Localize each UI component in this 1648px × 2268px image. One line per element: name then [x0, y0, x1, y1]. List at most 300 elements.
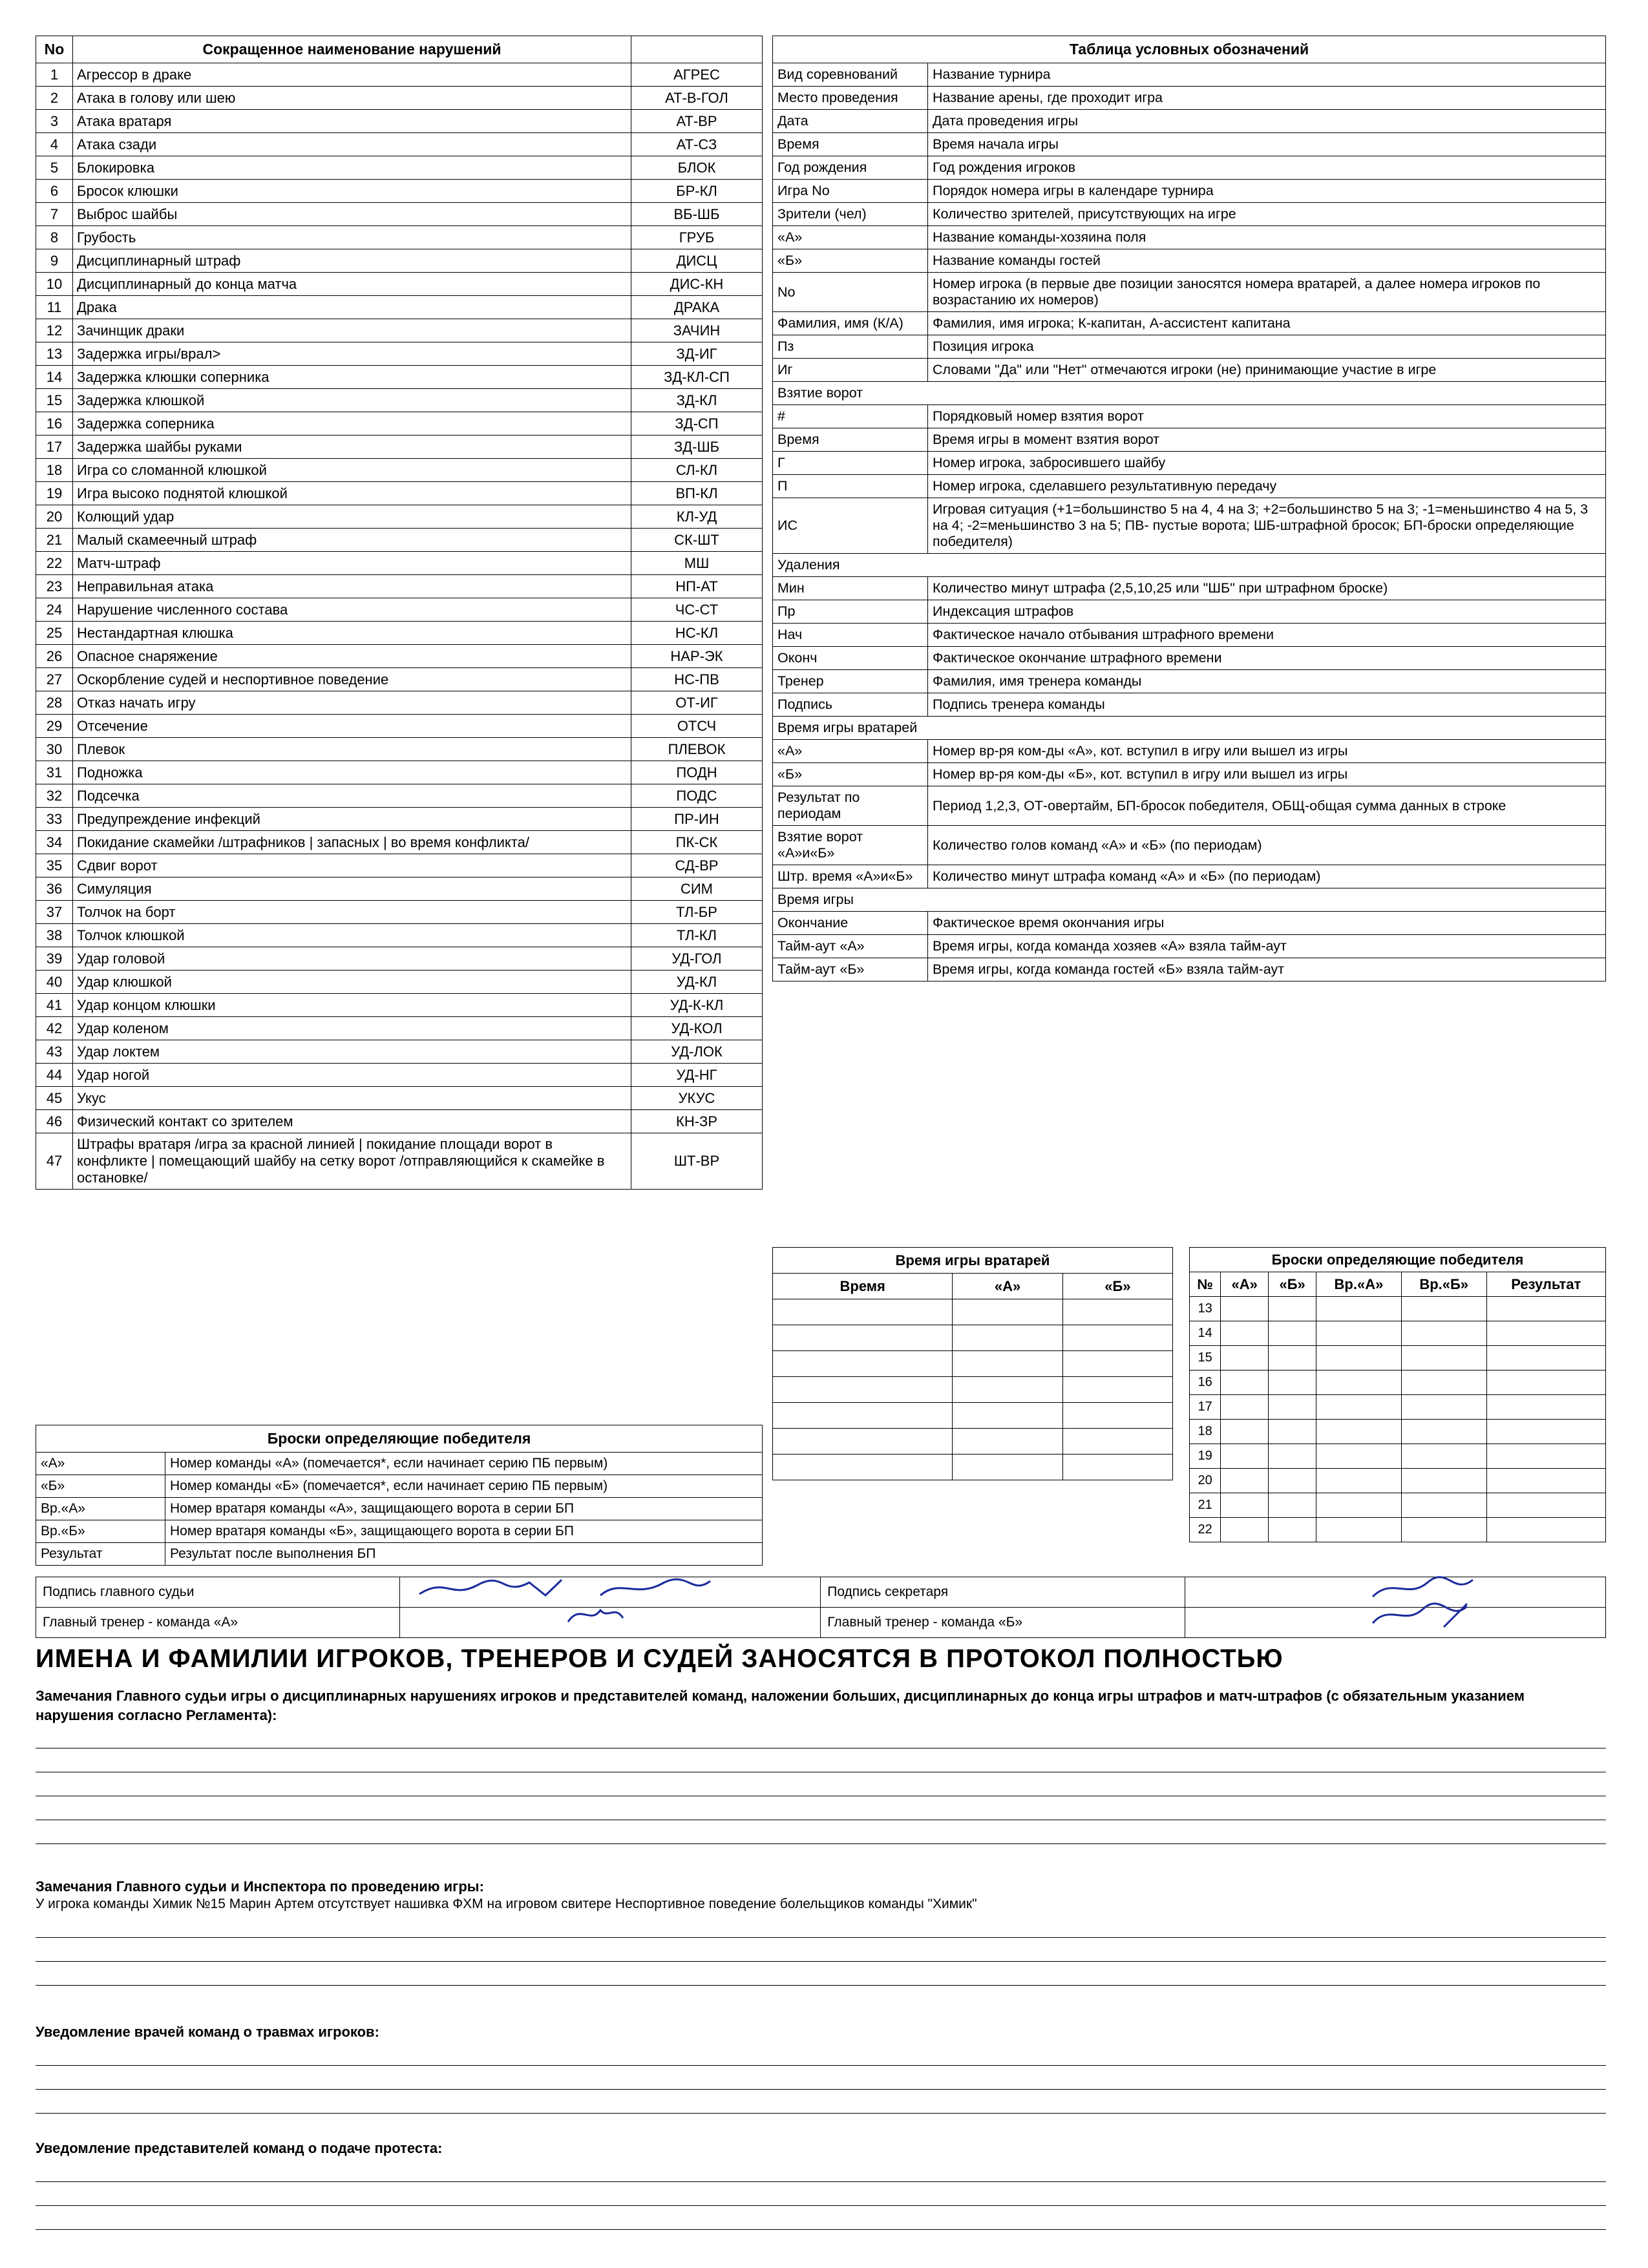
violation-name: Удар локтем [73, 1040, 631, 1064]
shootout-cell[interactable] [1221, 1370, 1269, 1395]
legend-key: Вид соревнований [773, 63, 928, 87]
violation-name: Опасное снаряжение [73, 645, 631, 668]
violation-name: Подножка [73, 761, 631, 784]
legend-row [773, 382, 1606, 405]
shootout-cell[interactable] [1486, 1444, 1605, 1469]
violation-no: 20 [36, 505, 73, 529]
legend-value: Количество зрителей, присутствующих на игре [928, 203, 1606, 226]
violation-abbr: СЛ-КЛ [631, 459, 763, 482]
shootout-cell[interactable] [1316, 1518, 1402, 1542]
table-row [36, 808, 763, 831]
legend-key: Взятие ворот «А»и«Б» [773, 826, 928, 865]
violation-name: Игра со сломанной клюшкой [73, 459, 631, 482]
legend-value: Номер игрока (в первые две позиции заносятся номера вратарей, а далее номера игроков по возрастанию их номеров) [928, 273, 1606, 312]
legend-row [773, 249, 1606, 273]
note-line[interactable] [36, 2206, 1606, 2230]
note-line[interactable] [36, 2090, 1606, 2114]
table-row [36, 715, 763, 738]
violation-abbr: КЛ-УД [631, 505, 763, 529]
violation-abbr: ЗД-СП [631, 412, 763, 436]
goalie-time-cell[interactable] [773, 1429, 953, 1454]
violation-no: 19 [36, 482, 73, 505]
goalie-time-cell[interactable] [1062, 1325, 1172, 1351]
shootout-cell[interactable] [1486, 1297, 1605, 1321]
legend-key: Окончание [773, 912, 928, 935]
legend-row [773, 670, 1606, 693]
goalie-time-col: «А» [953, 1274, 1062, 1299]
table-row [36, 505, 763, 529]
violation-no: 15 [36, 389, 73, 412]
shootout-cell[interactable] [1486, 1321, 1605, 1346]
legend-row [773, 110, 1606, 133]
shootout-cell[interactable] [1221, 1420, 1269, 1444]
violation-name: Грубость [73, 226, 631, 249]
legend-value: Игровая ситуация (+1=большинство 5 на 4, 4 на 3; +2=большинство 5 на 3; -1=меньшинство 4 на 5, 3 на 4; -2=меньшинство 3 на 5; ПВ- пустые ворота; ШБ-штрафной бросок; БП-броски определяющие победителя) [928, 498, 1606, 554]
shootout-col: № [1190, 1272, 1221, 1297]
shootout-cell[interactable] [1486, 1370, 1605, 1395]
violation-abbr: ЗАЧИН [631, 319, 763, 342]
violation-abbr: КН-ЗР [631, 1110, 763, 1133]
legend-key: Тайм-аут «Б» [773, 958, 928, 982]
violation-no: 26 [36, 645, 73, 668]
goalie-time-cell[interactable] [1062, 1299, 1172, 1325]
violation-abbr: НАР-ЭК [631, 645, 763, 668]
legend-key: Зрители (чел) [773, 203, 928, 226]
note-line[interactable] [36, 1772, 1606, 1796]
shootout-index: 18 [1190, 1420, 1221, 1444]
legend-value: Порядковый номер взятия ворот [928, 405, 1606, 428]
shootout-cell[interactable] [1269, 1395, 1316, 1420]
violation-abbr: ДРАКА [631, 296, 763, 319]
shootout-cell[interactable] [1316, 1444, 1402, 1469]
violation-abbr: УД-ГОЛ [631, 947, 763, 971]
legend-key: Нач [773, 624, 928, 647]
table-row [36, 529, 763, 552]
table-row [36, 87, 763, 110]
legend-row [773, 63, 1606, 87]
shootout-cell[interactable] [1269, 1469, 1316, 1493]
table-row [36, 296, 763, 319]
violation-name: Дисциплинарный до конца матча [73, 273, 631, 296]
legend-row [773, 888, 1606, 912]
shootout-cell[interactable] [1269, 1444, 1316, 1469]
table-row [36, 598, 763, 622]
shootout-cell[interactable] [1221, 1346, 1269, 1370]
table-row [36, 924, 763, 947]
shootout-cell[interactable] [1269, 1297, 1316, 1321]
legend-row [773, 763, 1606, 786]
violation-no: 42 [36, 1017, 73, 1040]
goalie-time-table [772, 1247, 1173, 1480]
shootout-cell[interactable] [1486, 1420, 1605, 1444]
table-row [773, 1403, 1173, 1429]
table-row [773, 1377, 1173, 1403]
goalie-time-cell[interactable] [953, 1351, 1062, 1377]
shootout-cell[interactable] [1401, 1469, 1486, 1493]
violation-no: 18 [36, 459, 73, 482]
signature-scribble-judge [407, 1576, 820, 1602]
goalie-time-cell[interactable] [1062, 1351, 1172, 1377]
note-line[interactable] [36, 2066, 1606, 2090]
legend-row [773, 826, 1606, 865]
coach-b-label: Главный тренер - команда «Б» [821, 1608, 1185, 1638]
table-row [36, 133, 763, 156]
shootout-index: 22 [1190, 1518, 1221, 1542]
violation-abbr: ЗД-ИГ [631, 342, 763, 366]
shootout-cell[interactable] [1401, 1395, 1486, 1420]
shootout-legend-key: Результат [36, 1543, 165, 1566]
note-line[interactable] [36, 1820, 1606, 1844]
legend-value: Время игры в момент взятия ворот [928, 428, 1606, 452]
legend-value: Фамилия, имя тренера команды [928, 670, 1606, 693]
violation-abbr: УД-КОЛ [631, 1017, 763, 1040]
table-row [36, 901, 763, 924]
goalie-time-cell[interactable] [773, 1377, 953, 1403]
violation-name: Задержка игры/врал> [73, 342, 631, 366]
violation-abbr: НС-ПВ [631, 668, 763, 691]
violation-no: 43 [36, 1040, 73, 1064]
shootout-cell[interactable] [1486, 1469, 1605, 1493]
shootout-legend-row [36, 1543, 763, 1566]
coach-a-signature-field[interactable] [400, 1608, 821, 1638]
legend-value: Номер игрока, сделавшего результативную передачу [928, 475, 1606, 498]
shootout-cell[interactable] [1401, 1370, 1486, 1395]
notes-text-2: У игрока команды Химик №15 Марин Артем отсутствует нашивка ФХМ на игровом свитере Неспортивное поведение болельщиков команды "Химик" [36, 1896, 977, 1911]
legend-value: Порядок номера игры в календаре турнира [928, 180, 1606, 203]
coach-b-signature-field[interactable] [1185, 1608, 1605, 1638]
table-row [36, 645, 763, 668]
violation-abbr: ОТСЧ [631, 715, 763, 738]
shootout-cell[interactable] [1221, 1297, 1269, 1321]
goalie-time-cell[interactable] [773, 1299, 953, 1325]
violation-abbr: НП-АТ [631, 575, 763, 598]
shootout-cell[interactable] [1316, 1420, 1402, 1444]
violation-name: Удар коленом [73, 1017, 631, 1040]
violation-abbr: ПОДН [631, 761, 763, 784]
goalie-time-cell[interactable] [1062, 1377, 1172, 1403]
legend-key: Иг [773, 359, 928, 382]
violation-no: 32 [36, 784, 73, 808]
legend-header-row [773, 36, 1606, 63]
violation-name: Задержка клюшки соперника [73, 366, 631, 389]
shootout-legend-value: Номер команды «Б» (помечается*, если начинает серию ПБ первым) [165, 1475, 763, 1498]
shootout-cell[interactable] [1269, 1518, 1316, 1542]
goalie-time-cell[interactable] [1062, 1403, 1172, 1429]
shootout-cell[interactable] [1401, 1493, 1486, 1518]
violation-name: Задержка клюшкой [73, 389, 631, 412]
violation-no: 13 [36, 342, 73, 366]
chief-judge-signature-field[interactable] [400, 1577, 821, 1608]
shootout-cell[interactable] [1269, 1420, 1316, 1444]
goalie-time-cell[interactable] [773, 1325, 953, 1351]
violation-no: 36 [36, 877, 73, 901]
secretary-label: Подпись секретаря [821, 1577, 1185, 1608]
legend-row [773, 226, 1606, 249]
shootout-cell[interactable] [1401, 1444, 1486, 1469]
violation-name: Задержка соперника [73, 412, 631, 436]
shootout-legend-row [36, 1475, 763, 1498]
violation-abbr: ТЛ-БР [631, 901, 763, 924]
legend-key: Г [773, 452, 928, 475]
note-line[interactable] [36, 2042, 1606, 2066]
table-row [36, 110, 763, 133]
violation-abbr: ДИСЦ [631, 249, 763, 273]
shootout-cell[interactable] [1486, 1518, 1605, 1542]
legend-key: «А» [773, 740, 928, 763]
note-line[interactable] [36, 2158, 1606, 2182]
violation-abbr: ПОДС [631, 784, 763, 808]
violation-no: 34 [36, 831, 73, 854]
table-row [1190, 1493, 1606, 1518]
table-row [36, 622, 763, 645]
legend-section-title: Взятие ворот [773, 382, 1606, 405]
violation-name: Нарушение численного состава [73, 598, 631, 622]
shootout-cell[interactable] [1486, 1395, 1605, 1420]
shootout-cell[interactable] [1221, 1321, 1269, 1346]
goalie-time-cell[interactable] [953, 1299, 1062, 1325]
violation-name: Малый скамеечный штраф [73, 529, 631, 552]
violation-abbr: ЗД-КЛ-СП [631, 366, 763, 389]
legend-key: Тренер [773, 670, 928, 693]
shootout-cell[interactable] [1269, 1321, 1316, 1346]
goalie-time-col: Время [773, 1274, 953, 1299]
violation-name: Агрессор в драке [73, 63, 631, 87]
goalie-time-cell[interactable] [1062, 1454, 1172, 1480]
legend-key: «А» [773, 226, 928, 249]
shootout-cell[interactable] [1221, 1395, 1269, 1420]
notes-title-1: Замечания Главного судьи игры о дисциплинарных нарушениях игроков и представителей команд, наложении больших, дисциплинарных до конца игры штрафов и матч-штрафов (с обязательным указанием нарушения согласно Регламента): [36, 1688, 1525, 1723]
legend-value: Фамилия, имя игрока; К-капитан, А-ассистент капитана [928, 312, 1606, 335]
note-line[interactable] [36, 1796, 1606, 1820]
legend-row [773, 180, 1606, 203]
violation-no: 44 [36, 1064, 73, 1087]
shootout-legend-row [36, 1453, 763, 1475]
violation-abbr: АТ-ВР [631, 110, 763, 133]
violation-name: Предупреждение инфекций [73, 808, 631, 831]
table-row [36, 1087, 763, 1110]
legend-row [773, 935, 1606, 958]
legend-row [773, 452, 1606, 475]
violation-abbr: ШТ-ВР [631, 1133, 763, 1190]
legend-row [773, 693, 1606, 717]
legend-row [773, 717, 1606, 740]
violation-no: 4 [36, 133, 73, 156]
goalie-time-cell[interactable] [953, 1429, 1062, 1454]
secretary-signature-field[interactable] [1185, 1577, 1605, 1608]
legend-row [773, 624, 1606, 647]
violation-no: 23 [36, 575, 73, 598]
violation-abbr: ПК-СК [631, 831, 763, 854]
shootout-cell[interactable] [1401, 1297, 1486, 1321]
note-line[interactable] [36, 1938, 1606, 1962]
shootout-title: Броски определяющие победителя [1190, 1248, 1606, 1272]
violation-no: 9 [36, 249, 73, 273]
shootout-legend-value: Результат после выполнения БП [165, 1543, 763, 1566]
legend-row [773, 865, 1606, 888]
violation-no: 21 [36, 529, 73, 552]
legend-row [773, 958, 1606, 982]
legend-value: Номер вр-ря ком-ды «Б», кот. вступил в игру или вышел из игры [928, 763, 1606, 786]
violation-name: Удар ногой [73, 1064, 631, 1087]
shootout-cell[interactable] [1221, 1444, 1269, 1469]
shootout-cell[interactable] [1401, 1321, 1486, 1346]
shootout-cell[interactable] [1316, 1469, 1402, 1493]
shootout-cell[interactable] [1316, 1395, 1402, 1420]
shootout-cell[interactable] [1221, 1469, 1269, 1493]
table-row [36, 1017, 763, 1040]
shootout-cell[interactable] [1316, 1321, 1402, 1346]
table-row [36, 877, 763, 901]
violation-name: Удар клюшкой [73, 971, 631, 994]
goalie-time-cell[interactable] [1062, 1429, 1172, 1454]
shootout-index: 20 [1190, 1469, 1221, 1493]
notes-title-2: Замечания Главного судьи и Инспектора по проведению игры: [36, 1878, 484, 1895]
shootout-cell[interactable] [1401, 1346, 1486, 1370]
table-row [36, 273, 763, 296]
table-row [36, 831, 763, 854]
legend-row [773, 428, 1606, 452]
table-row [36, 994, 763, 1017]
legend-key: # [773, 405, 928, 428]
shootout-cell[interactable] [1316, 1297, 1402, 1321]
table-row [36, 436, 763, 459]
legend-row [773, 498, 1606, 554]
table-row [36, 389, 763, 412]
legend-key: Год рождения [773, 156, 928, 180]
violation-no: 27 [36, 668, 73, 691]
legend-key: Результат по периодам [773, 786, 928, 826]
violation-no: 2 [36, 87, 73, 110]
violation-name: Атака вратаря [73, 110, 631, 133]
page-caption [36, 1644, 1606, 1674]
goalie-time-cell[interactable] [953, 1454, 1062, 1480]
note-line[interactable] [36, 1962, 1606, 1986]
shootout-cell[interactable] [1401, 1518, 1486, 1542]
violation-no: 1 [36, 63, 73, 87]
legend-value: Период 1,2,3, ОТ-овертайм, БП-бросок победителя, ОБЩ-общая сумма данных в строке [928, 786, 1606, 826]
legend-key: Дата [773, 110, 928, 133]
legend-key: Пр [773, 600, 928, 624]
note-line[interactable] [36, 1725, 1606, 1748]
legend-value: Позиция игрока [928, 335, 1606, 359]
legend-value: Название команды гостей [928, 249, 1606, 273]
violation-no: 8 [36, 226, 73, 249]
legend-key: ИС [773, 498, 928, 554]
violation-abbr: ПР-ИН [631, 808, 763, 831]
table-row [36, 180, 763, 203]
legend-key: Оконч [773, 647, 928, 670]
table-row [36, 668, 763, 691]
shootout-legend-row [36, 1520, 763, 1543]
table-row [773, 1299, 1173, 1325]
violation-abbr: БР-КЛ [631, 180, 763, 203]
shootout-legend-key: Вр.«А» [36, 1498, 165, 1520]
goalie-time-cell[interactable] [953, 1325, 1062, 1351]
violation-no: 7 [36, 203, 73, 226]
violation-name: Отказ начать игру [73, 691, 631, 715]
shootout-cell[interactable] [1316, 1346, 1402, 1370]
shootout-index: 17 [1190, 1395, 1221, 1420]
note-line[interactable] [36, 2182, 1606, 2206]
violation-name: Отсечение [73, 715, 631, 738]
violation-name: Матч-штраф [73, 552, 631, 575]
shootout-cell[interactable] [1316, 1370, 1402, 1395]
table-row [36, 761, 763, 784]
violation-name: Плевок [73, 738, 631, 761]
violation-no: 16 [36, 412, 73, 436]
table-header-row [36, 36, 763, 63]
violation-no: 30 [36, 738, 73, 761]
legend-value: Дата проведения игры [928, 110, 1606, 133]
shootout-cell[interactable] [1401, 1420, 1486, 1444]
violation-name: Толчок на борт [73, 901, 631, 924]
shootout-cell[interactable] [1221, 1518, 1269, 1542]
shootout-cell[interactable] [1269, 1493, 1316, 1518]
shootout-cell[interactable] [1221, 1493, 1269, 1518]
shootout-cell[interactable] [1316, 1493, 1402, 1518]
legend-value: Количество минут штрафа команд «А» и «Б» (по периодам) [928, 865, 1606, 888]
goalie-time-cell[interactable] [953, 1377, 1062, 1403]
note-line[interactable] [36, 1914, 1606, 1938]
legend-row [773, 600, 1606, 624]
note-line[interactable] [36, 1748, 1606, 1772]
legend-table [772, 36, 1606, 982]
legend-row [773, 359, 1606, 382]
table-row [36, 319, 763, 342]
violation-no: 33 [36, 808, 73, 831]
shootout-legend-key: Вр.«Б» [36, 1520, 165, 1543]
violation-no: 24 [36, 598, 73, 622]
legend-row [773, 740, 1606, 763]
legend-row [773, 87, 1606, 110]
table-row [36, 1064, 763, 1087]
shootout-cell[interactable] [1486, 1346, 1605, 1370]
goalie-time-cell[interactable] [773, 1454, 953, 1480]
shootout-legend-key: «А» [36, 1453, 165, 1475]
coach-a-label: Главный тренер - команда «А» [36, 1608, 400, 1638]
signature-row-coaches [36, 1608, 1606, 1638]
violation-abbr: УД-К-КЛ [631, 994, 763, 1017]
table-row [36, 1133, 763, 1190]
legend-key: Тайм-аут «А» [773, 935, 928, 958]
shootout-cell[interactable] [1269, 1346, 1316, 1370]
table-row [1190, 1395, 1606, 1420]
legend-row [773, 786, 1606, 826]
violation-no: 10 [36, 273, 73, 296]
legend-row [773, 577, 1606, 600]
violation-abbr: ЗД-КЛ [631, 389, 763, 412]
goalie-time-cell[interactable] [773, 1403, 953, 1429]
violation-name: Штрафы вратаря /игра за красной линией | покидание площади ворот в конфликте | помещающий шайбу на сетку ворот /отправляющийся к скамейке в остановке/ [73, 1133, 631, 1190]
shootout-cell[interactable] [1269, 1370, 1316, 1395]
violation-abbr: ТЛ-КЛ [631, 924, 763, 947]
violation-name: Укус [73, 1087, 631, 1110]
goalie-time-cell[interactable] [953, 1403, 1062, 1429]
shootout-col: Вр.«А» [1316, 1272, 1402, 1297]
legend-value: Название турнира [928, 63, 1606, 87]
legend-key: Подпись [773, 693, 928, 717]
chief-judge-label: Подпись главного судьи [36, 1577, 400, 1608]
goalie-time-cell[interactable] [773, 1351, 953, 1377]
shootout-cell[interactable] [1486, 1493, 1605, 1518]
violation-no: 6 [36, 180, 73, 203]
violation-name: Подсечка [73, 784, 631, 808]
violation-no: 14 [36, 366, 73, 389]
violation-no: 35 [36, 854, 73, 877]
violation-no: 3 [36, 110, 73, 133]
violation-name: Зачинщик драки [73, 319, 631, 342]
violation-name: Атака в голову или шею [73, 87, 631, 110]
